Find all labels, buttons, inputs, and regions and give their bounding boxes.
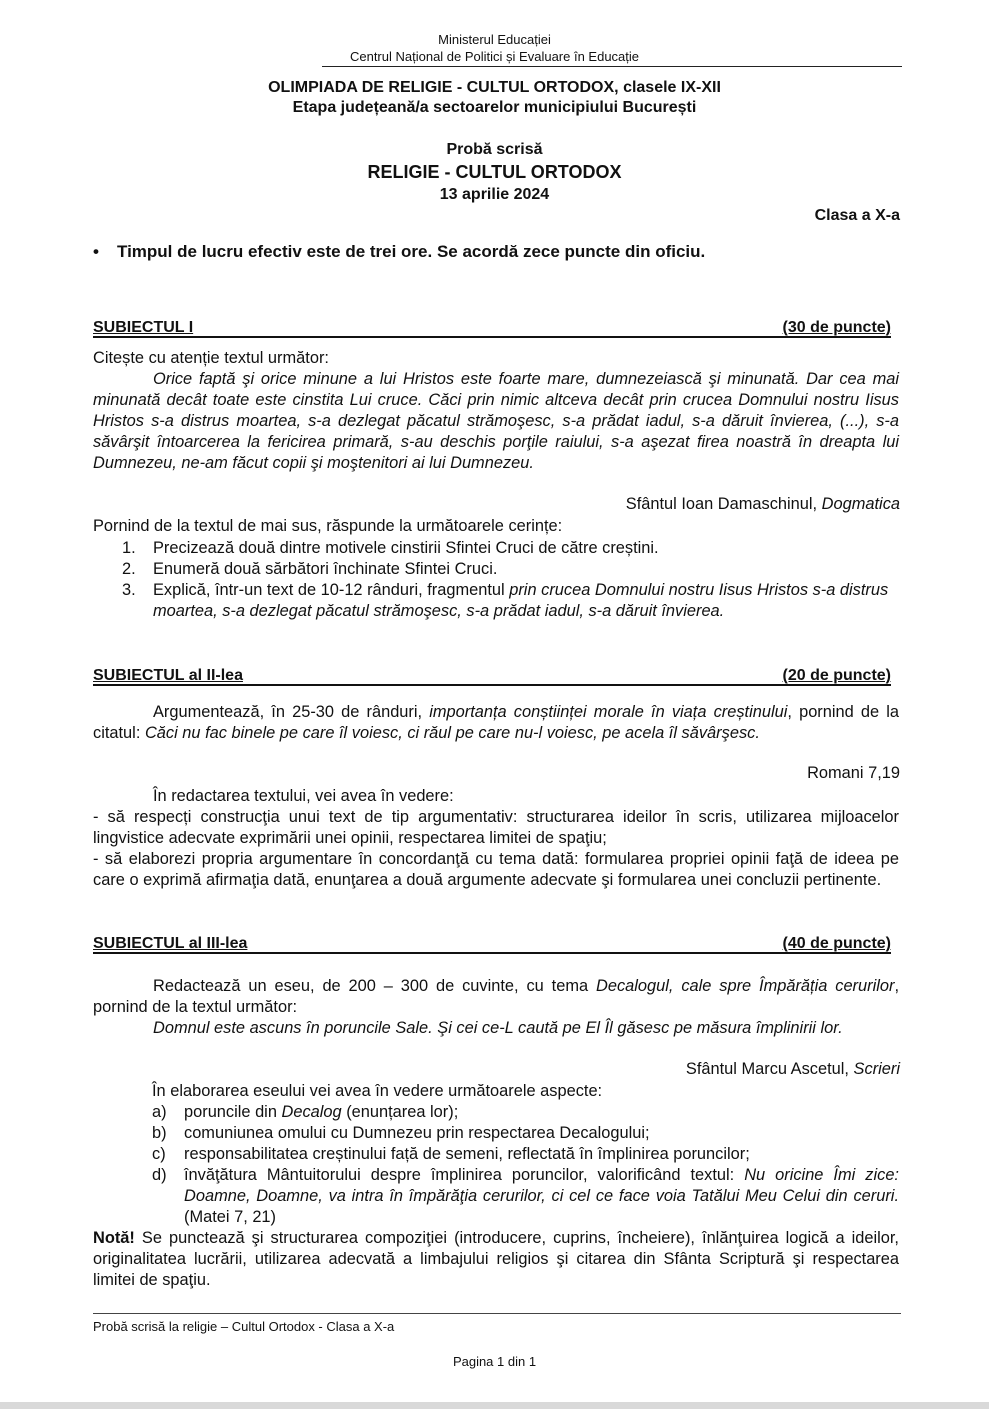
list-item: 2. Enumeră două sărbători închinate Sfintei Cruci. — [122, 560, 498, 578]
section-2-task: Argumentează, în 25-30 de rânduri, importanța conștiinței morale în viața creștinului, pornind de la citatul: Căci nu fac binele pe care îl voiesc, ci răul pe care nu-l voiesc, pe acela îl săvârşesc. — [93, 703, 900, 742]
section-1-points: (30 de puncte) — [782, 319, 891, 336]
section-1-title: SUBIECTUL I — [93, 319, 194, 336]
source-author: Sfântul Ioan Damaschinul, — [625, 495, 822, 513]
scan-edge — [0, 1402, 989, 1409]
center-name: Centrul Național de Politici și Evaluare în Educație — [349, 49, 640, 64]
section-3-points: (40 de puncte) — [782, 935, 891, 952]
subject-title: RELIGIE - CULTUL ORTODOX — [367, 162, 622, 182]
section-3-quote: Domnul este ascuns în poruncile Sale. Şi cei ce-L caută pe El Îl găsesc pe măsura împlinirii lor. — [153, 1019, 843, 1037]
section-1-lead: Pornind de la textul de mai sus, răspunde la următoarele cerințe: — [93, 517, 563, 535]
section-3-lead: În elaborarea eseului vei avea în vedere următoarele aspecte: — [152, 1082, 603, 1100]
stage-title: Etapa județeană/a sectoarelor municipiului București — [292, 99, 697, 116]
section-1-heading — [93, 318, 891, 338]
class-label: Clasa a X-a — [814, 207, 900, 224]
list-item: c) responsabilitatea creștinului față de semeni, reflectată în împlinirea poruncilor; — [152, 1145, 750, 1163]
section-2-title: SUBIECTUL al II-lea — [93, 667, 243, 684]
section-3-aspects — [152, 1102, 899, 1228]
source-work: Dogmatica — [821, 495, 900, 513]
bullet-icon: • — [93, 242, 99, 261]
list-item: 1. Precizează două dintre motivele cinstirii Sfintei Cruci de către creștini. — [122, 539, 659, 557]
time-note-text: Timpul de lucru efectiv este de trei ore. Se acordă zece puncte din oficiu. — [117, 242, 706, 261]
header-divider — [322, 66, 902, 67]
section-1-source — [626, 495, 900, 514]
section-1-intro: Citește cu atenție textul următor: — [93, 349, 329, 367]
section-2-reference: Romani 7,19 — [807, 764, 900, 782]
section-1-tasks — [122, 538, 899, 622]
footer-divider — [93, 1313, 901, 1314]
section-3-heading — [93, 934, 891, 954]
probe-type: Probă scrisă — [446, 141, 543, 158]
olympiad-title: OLIMPIADA DE RELIGIE - CULTUL ORTODOX, clasele IX-XII — [268, 79, 721, 96]
section-2-heading — [93, 666, 891, 686]
section-2-guidance-2: - să elaborezi propria argumentare în concordanţă cu tema dată: formularea propriei opinii faţă de ideea pe care o exprimă afirmaţia dată, enunţarea a două argumente adecvate şi formularea unei concluzii pertinente. — [93, 850, 899, 889]
list-item: b) comuniunea omului cu Dumnezeu prin respectarea Decalogului; — [152, 1124, 650, 1142]
exam-date: 13 aprilie 2024 — [439, 186, 550, 203]
list-item: 3. Explică, într-un text de 10-12 rânduri, fragmentul prin crucea Domnului nostru Iisus Hristos s-a distrus moartea, s-a dezlegat păcatul strămoşesc, s-a prădat iadul, s-a dăruit învierea. — [122, 581, 889, 620]
list-item: d) învăţătura Mântuitorului despre împlinirea poruncilor, valorificând textul: Nu oricine Îmi zice: Doamne, Doamne, va intra în împărăţia cerurilor, ci cel ce face voia Tatălui Meu Celui din ceruri. (Matei 7, 21) — [152, 1166, 899, 1226]
section-3-task: Redactează un eseu, de 200 – 300 de cuvinte, cu tema Decalogul, cale spre Împărăția cerurilor, pornind de la textul următor: — [93, 977, 900, 1016]
section-2-points: (20 de puncte) — [782, 667, 891, 684]
section-2-guidance-lead: În redactarea textului, vei avea în vedere: — [153, 787, 454, 805]
section-3-note — [93, 1228, 899, 1291]
note-label: Notă! — [93, 1229, 135, 1247]
ministry-name: Ministerul Educației — [438, 32, 551, 47]
footer-label: Probă scrisă la religie – Cultul Ortodox - Clasa a X-a — [93, 1319, 395, 1334]
section-2-guidance-1: - să respecți construcţia unui text de tip argumentativ: structurarea ideilor în scris, utilizarea mijloacelor lingvistice adecvate exprimării unei opinii, respectarea limitei de spaţiu; — [93, 808, 899, 847]
note-text: Se punctează şi structurarea compoziţiei (introducere, cuprins, încheiere), înlănţuirea logică a ideilor, originalitatea lucrării, utilizarea adecvată a limbajului religios şi citarea din Sfânta Scriptură şi respectarea limitei de spaţiu. — [93, 1229, 899, 1289]
list-item: a) poruncile din Decalog (enunțarea lor); — [152, 1103, 459, 1121]
section-3-source: Sfântul Marcu Ascetul, Scrieri — [685, 1060, 900, 1078]
page-number: Pagina 1 din 1 — [452, 1354, 537, 1369]
section-1-quote: Orice faptă şi orice minune a lui Hristos este foarte mare, dumnezeiască şi minunată. Dar cea mai minunată decât toate este cinstita Lui cruce. Căci prin nimic altceva decât prin crucea Domnului nostru Iisus Hristos s-a distrus moartea, s-a dezlegat păcatul strămoşesc, s-a prădat iadul, s-a dăruit învierea, (...), s-a săvârşit întoarcerea la fericirea primară, s-au deschis porţile raiului, s-a aşezat firea noastră în dreapta lui Dumnezeu, ne-am făcut copii şi moştenitori ai lui Dumnezeu. — [93, 370, 899, 472]
section-3-title: SUBIECTUL al III-lea — [93, 935, 248, 952]
